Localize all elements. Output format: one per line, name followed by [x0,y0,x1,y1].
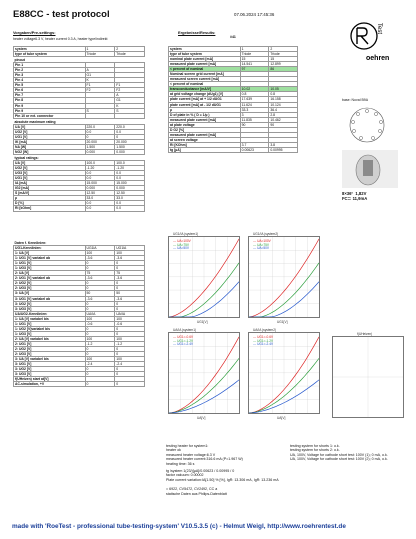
row-label: measured plate current [mA] [169,132,241,137]
row-label: Pin 4 [14,78,86,83]
curve-plot [248,328,320,420]
row-label: Pin 2 [14,68,86,73]
cell-value: F1 [115,83,145,88]
cell-value: 0.000 [115,149,145,154]
cell-value: 2 [115,47,145,52]
cell-value: 75 [115,271,145,276]
tube-print-caption: 8×36° 1,82V FC=: 11,9mA [342,191,368,201]
legend-entry: --- UA=50V [173,246,190,251]
cell-value: A [115,93,145,98]
row-label: Daten f. Kennlinien: [14,241,47,245]
row-label: 1: UG3 [V] [14,331,86,336]
cell-value: 14.541 [240,62,269,67]
cell-value: 10.462 [269,117,298,122]
row-label: tg [µA] [169,147,241,152]
cell-value: -3.6 [115,276,145,281]
presettings-text: heater voltage6.3 V, heater current 0.3 A, heater type\indirekt [13,37,108,41]
row-label: type of tube system [169,52,241,57]
legend-entry: --- UA=100V [253,239,271,243]
cell-value: G1 [85,73,115,78]
row-label: UG1-Kennlinien: [14,246,86,251]
cell-value: 33.0 [85,196,115,201]
row-label: µ [169,107,241,112]
curve-plot [248,232,320,324]
row-label: 3: UG1 [V] variabel ab [14,296,86,301]
cell-value: 100.0 [115,161,145,166]
short-line: UA, 100V, Voltage for cathode short test: 100V (1); 0 mA, o.k. [290,452,388,457]
cell-value: 220.0 [85,124,115,129]
cell-value: -3.6 [85,296,115,301]
row-label: Pin 6 [14,88,86,93]
results-header: Ergebnisse/Results: [178,30,216,35]
row-label: 2: UG3 [V] [14,352,86,357]
plot-legend [253,336,273,347]
row-label: UG3 [V] [14,171,86,176]
cell-value: -1.2 [85,341,115,346]
short-line: UA, 100V, Voltage for cathode short test: 100V (2); 0 mA, o.k. [290,457,388,462]
row-label: 2: UG2 [V] [14,281,86,286]
row-label: µ [14,196,86,201]
cell-value: 100 [115,316,145,321]
row-label: Nominal screen grid current [mA] [169,72,241,77]
row-label: pinout [14,58,25,63]
row-label: plate current [mA] at - 1/2 dUG1 [169,102,241,107]
cell-value: 0.0 [115,171,145,176]
plot-legend [173,240,191,251]
cell-value: 100 [85,357,115,362]
cell-value: 16.158 [269,97,298,102]
base-label: base: Noval B9A [342,98,369,102]
row-label: system [14,47,86,52]
row-label: IA [mA] [14,181,86,186]
table-row [14,206,145,211]
legend-entry: --- UA=75V [173,242,190,247]
x-axis-label: UA[V] [277,416,286,420]
cell-value: 0.8 [269,92,298,97]
cell-value: 33.0 [115,196,145,201]
cell-value: 0 [115,331,145,336]
row-label: measured screen current [mA] [169,77,241,82]
svg-text:Test: Test [376,23,382,35]
cell-value: 100 [115,357,145,362]
row-label: 2: UA [V] variabel bis [14,336,86,341]
cell-value: 0.0 [115,176,145,181]
short-line: testing system for shorts 1: o.k. [290,444,340,448]
plot-title: UG1/IA (system2) [253,232,279,236]
cell-value: 0.0 [85,176,115,181]
x-axis-label: UG1[V] [197,320,208,324]
cell-value: -1.20 [85,166,115,171]
heater-line: heating time: 36 s [166,461,195,466]
cell-value: A [85,68,115,73]
plot-title: UA/IA (system2) [253,328,277,332]
row-label: Pin 8 [14,98,86,103]
footer-credit: made with 'RoeTest - professional tube-testing-system' V10.5.3.5 (c) - Helmut Weigl, http://www.roehrentest.de [12,523,346,530]
row-label: 3: UA [V] variabel bis [14,357,86,362]
cell-value: 0.000 [85,149,115,154]
cell-value: -3.6 [115,296,145,301]
cell-value: 0.0 [115,206,145,211]
row-label: IK [mA] [14,139,86,144]
cell-value: 100 [85,251,115,256]
cell-value: 0 [85,286,115,291]
row-label: UG2 [V] [14,129,86,134]
pinout-diagram [342,106,392,144]
cell-value: 1 [85,47,115,52]
cell-value: 220.0 [115,124,145,129]
cell-value: 0 [115,301,145,306]
cell-value: 0.0 [115,201,145,206]
row-label: plate current [mA] at + 1/2 dUG1 [169,97,241,102]
heater-line: measured heater current:316.6 mA (P=1.967 W) [166,457,243,462]
cell-value: 0 [115,281,145,286]
row-label: UA [V] [14,124,86,129]
cell-value: 0 [115,367,145,372]
cell-value: 0 [85,326,115,331]
row-label: 2: UG3 [V] [14,286,86,291]
plot-legend [173,336,193,347]
row-label: 3: UG2 [V] [14,367,86,372]
cell-value: 0 [115,134,145,139]
cell-value: 90 [240,122,269,127]
row-label: at grid voltage change (dUg1) [V] [169,92,241,97]
equivalents-line: = 6922, CV5472, CV2492, CC a [166,487,218,492]
presettings-header: Vorgaben/Pre-settings: [13,30,56,35]
row-label: < percent of nominal [169,67,241,72]
legend-entry: --- UA=75V [253,242,270,247]
svg-text:oehren: oehren [366,55,390,62]
plot-title: f(UHeizen) [357,332,373,336]
row-label: 2: UG1 [V] [14,341,86,346]
row-label: UG1 [V] [14,176,86,181]
short-test-info [290,444,410,462]
row-label: 1: UG1 [V] [14,321,86,326]
table-row [169,147,298,152]
cell-value: Triode [269,52,298,57]
cell-value: 11.624 [240,102,269,107]
cell-value: 20.000 [115,139,145,144]
cell-value: 0.8 [240,92,269,97]
row-label: Pin 9 [14,108,86,113]
curve-plot [168,232,240,324]
cell-value: -2.4 [115,362,145,367]
legend-entry: --- UA=50V [253,246,270,251]
legend-entry: --- UA=100V [173,239,191,243]
x-axis-label: UG1[V] [277,320,288,324]
cell-value: 0 [115,261,145,266]
cell-value: 100.0 [85,161,115,166]
row-label: D [%] [14,201,86,206]
row-label: 1: UA [V] variabel bis [14,316,86,321]
row-label: 2: UA [V] [14,271,86,276]
row-label: 1: UG2 [V]variabel bis [14,326,86,331]
cell-value: 0.00995 [269,147,298,152]
cell-value: 0 [115,352,145,357]
row-label: IG2 [mA] [14,186,86,191]
cell-value: 0 [115,382,145,387]
cell-value: 2 [269,47,298,52]
cell-value: 10.02 [240,87,269,92]
curve-data-table [13,240,145,387]
cell-value: 0 [85,372,115,377]
row-label: typical ratings: [14,155,39,160]
row-label: Pin 10 or ext. connector [14,113,86,118]
cell-value: 11.835 [240,117,269,122]
row-label: S [mA/V] [14,191,86,196]
row-label: f(UHeizen) start at[V] [14,377,86,382]
cell-value: Triode [115,52,145,57]
row-label: 3: UG3 [V] [14,306,86,311]
cell-value: -0.6 [115,321,145,326]
cell-value: 15 [269,57,298,62]
row-label: Pin 7 [14,93,86,98]
cell-value: 0 [115,372,145,377]
row-label: 1: UG3 [V] [14,266,86,271]
row-label: D of plate in % ( D = 1/µ ) [169,112,241,117]
cell-value: 97 [240,67,269,72]
cell-value: UG1lA [85,246,115,251]
row-label: NG2 [W] [14,149,86,154]
cell-value: 0.0 [85,206,115,211]
cell-value: -3.6 [115,256,145,261]
row-label: type of tube system [14,52,86,57]
row-label: Ri [KOhm] [169,142,241,147]
cell-value: 0 [115,306,145,311]
cell-value: 3 [240,112,269,117]
row-label: 3: UG3 [V] [14,372,86,377]
legend-entry: --- UG1=-1.2V [253,338,274,343]
tube-serial: #41 [230,35,236,39]
x-axis-label: UA[V] [197,416,206,420]
cell-value: -1.2 [115,341,145,346]
row-label: UA/UG2-Kennlinien: [14,311,86,316]
cell-value: K [115,103,145,108]
cell-value: 10.124 [269,102,298,107]
cell-value: 12.899 [269,62,298,67]
cell-value: 0.00623 [240,147,269,152]
left-parameter-table [13,46,145,212]
cell-value: -3.6 [85,256,115,261]
cell-value: 0 [85,281,115,286]
cell-value: 2.8 [269,112,298,117]
row-label: at screen voltage [169,137,241,142]
cell-value: 1.500 [85,144,115,149]
cell-value: 100 [115,251,145,256]
cell-value: -3.6 [85,276,115,281]
cell-value: 36.4 [269,107,298,112]
cell-value: 0.0 [85,129,115,134]
row-label: absolute maximum rating [14,119,56,124]
plot-title: UG1/IA (system1) [173,232,199,236]
row-label: at plate voltage [169,122,241,127]
cell-value: UA/IA [115,311,145,316]
legend-entry: --- UG1=-2.4V [173,342,194,347]
cell-value: 15 [240,57,269,62]
tg-line: tg /system 1(23/)[µA]/0.00623 / 0.00995 / 0 [166,469,235,474]
cell-value: 0 [85,346,115,351]
row-label: Pin 5 [14,83,86,88]
cell-value: 0 [85,331,115,336]
cell-value: 3.8 [269,142,298,147]
cell-value: 0 [115,286,145,291]
row-label: D G2 [%] [169,127,241,132]
heater-line: heater ok [166,448,181,453]
cell-value: 12.50 [85,191,115,196]
cell-value: 1 [240,47,269,52]
cell-value: 0 [85,367,115,372]
plate-variation-line: Plate current variation:IA[1.50] % [%], IgR: 13.306 mA, IgR: 13.236 mA [166,477,279,482]
cell-value: 0 [115,326,145,331]
row-label: UA [V] [14,161,86,166]
page-title: E88CC - test protocol [13,9,110,20]
cell-value: 0.000 [115,186,145,191]
row-label: NA [W] [14,144,86,149]
cell-value: 20.000 [85,139,115,144]
curve-plot [168,328,240,420]
row-label: 1: UA [V] [14,251,86,256]
cell-value: F2 [115,88,145,93]
cell-value: 0 [85,352,115,357]
cell-value: Triode [85,52,115,57]
cell-value: 90 [269,122,298,127]
cell-value: 10.05 [269,87,298,92]
timestamp: 07.06.2024 17:45:36 [234,12,275,17]
tube-photo [342,150,398,188]
heater-line: testing heater for system1: [166,444,209,448]
row-label: 1: UG1 [V] [14,261,86,266]
row-label: Pin 9 [14,103,86,108]
cell-value: 0 [85,306,115,311]
cell-value: 0.0 [85,171,115,176]
heater-info [166,444,286,496]
cell-value: -0.6 [85,321,115,326]
cell-value: 0 [85,261,115,266]
cell-value: 0 [85,134,115,139]
cell-value: UA/IA [85,311,115,316]
plot-legend [253,240,271,251]
row-label: 1: UG1 [V] variabel ab [14,256,86,261]
cell-value: 3.7 [240,142,269,147]
cell-value: 17.639 [240,97,269,102]
factor-line: factor vakuum: 0.00002 [166,473,204,478]
cell-value: 100 [85,316,115,321]
cell-value: 0 [115,266,145,271]
legend-entry: --- UG1=-1.2V [173,338,194,343]
cell-value: S [85,108,115,113]
cell-value: 12.50 [115,191,145,196]
legend-entry: --- UG1=-0.6V [253,335,274,339]
short-line: testing system for shorts 2: o.k. [290,448,340,453]
row-label: AC-simulation, +V [14,382,86,387]
row-label: 3: UG2 [V] [14,301,86,306]
heater-line: measured heater voltage:6.3 V [166,452,216,457]
cell-value: Triode [240,52,269,57]
cell-value: S [115,108,145,113]
cell-value: 50 [115,291,145,296]
cell-value: -2.4 [85,362,115,367]
cell-value: 50 [85,291,115,296]
cell-value: -1.20 [115,166,145,171]
cell-value: 100 [115,336,145,341]
cell-value: 15.000 [115,181,145,186]
row-label: nominal plate current [mA] [169,57,241,62]
cell-value: 33.3 [240,107,269,112]
row-label: 2: UG2 [V] [14,346,86,351]
cell-value: F1 [85,83,115,88]
heater-plot [332,332,404,418]
row-label: UG1 [V] [14,134,86,139]
plot-title: UA/IA (system1) [173,328,197,332]
cell-value: 0 [115,346,145,351]
cell-value: F2 [85,88,115,93]
row-label: UG2 [V] [14,166,86,171]
row-label: transconductance [mA/V] [169,87,241,92]
cell-value: 0 [85,382,115,387]
cell-value: 86 [269,67,298,72]
cell-value: 0.0 [85,201,115,206]
row-label: 3: UA [V] [14,291,86,296]
cell-value: 15.000 [85,181,115,186]
row-label: 3: UG1 [V] [14,362,86,367]
row-label: system [169,47,241,52]
row-label: < percent of nominal [169,82,241,87]
cell-value: 100 [85,336,115,341]
cell-value: K [85,78,115,83]
table-row [14,382,145,387]
row-label: measured plate current [mA] [169,62,241,67]
cell-value: 0 [85,266,115,271]
row-label: measured plate current [mA] [169,117,241,122]
source-note: statische Daten aus Philips-Datenblatt [166,491,227,496]
cell-value: UG1lA [115,246,145,251]
cell-value: 0 [85,301,115,306]
cell-value: 1.500 [115,144,145,149]
roehrentest-logo [347,10,391,64]
row-label: 2: UG1 [V] variabel ab [14,276,86,281]
cell-value: G1 [115,98,145,103]
cell-value: 0.0 [115,129,145,134]
row-label: Ri [kOhm] [14,206,86,211]
cell-value: 0.000 [85,186,115,191]
legend-entry: --- UG1=-0.6V [173,335,194,339]
cell-value: 75 [85,271,115,276]
row-label: Pin 3 [14,73,86,78]
row-label: Pin 1 [14,63,86,68]
legend-entry: --- UG1=-2.4V [253,342,274,347]
results-table [168,46,298,153]
